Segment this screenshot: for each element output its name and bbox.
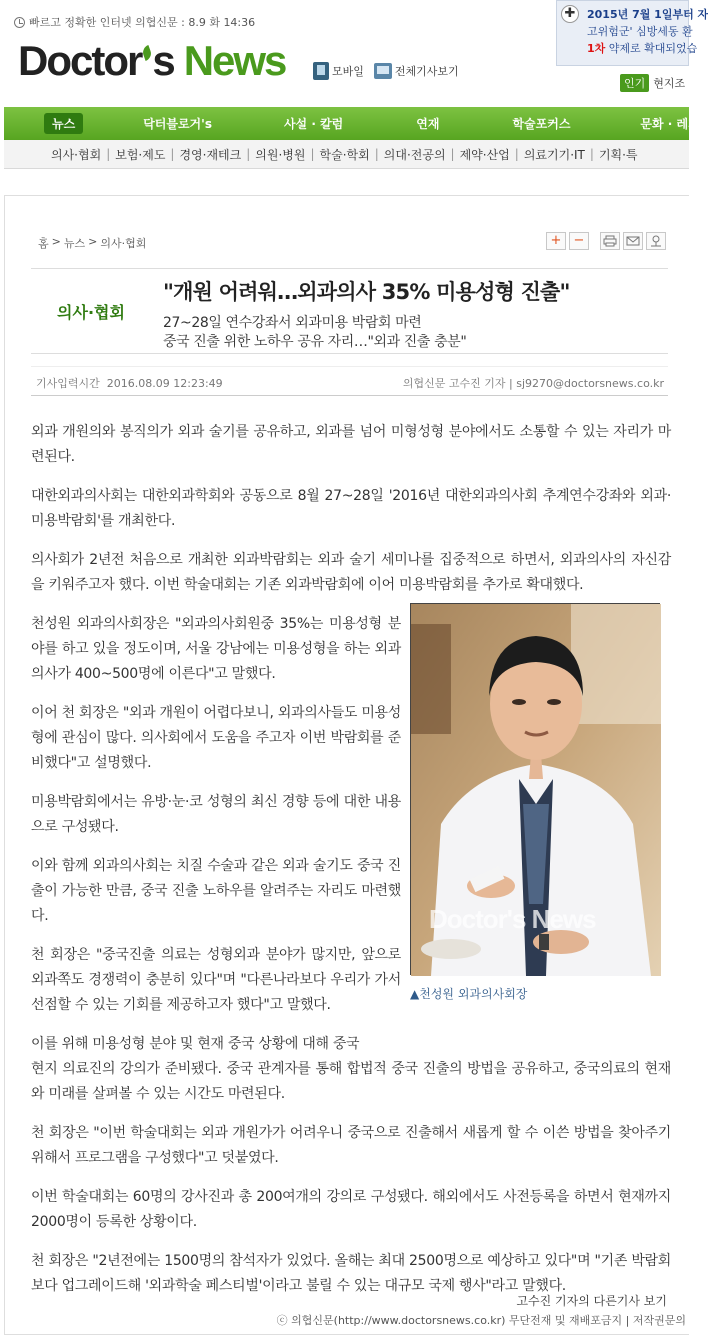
copyright-notice: ⓒ 의협신문(http://www.doctorsnews.co.kr) 무단전재 및 재배포금지 | 저작권문의 bbox=[276, 1314, 686, 1327]
subnav-management[interactable]: 경영·재테크 bbox=[179, 147, 242, 162]
article-subtitle bbox=[163, 314, 466, 352]
subnav-pharma-industry[interactable]: 제약·산업 bbox=[459, 147, 510, 162]
date-label: 기사입력시간 bbox=[36, 377, 100, 390]
popular-text: 현지조 bbox=[653, 77, 686, 90]
share-button[interactable] bbox=[646, 232, 666, 250]
article-title: "개원 어려워…외과의사 35% 미용성형 진출" bbox=[163, 280, 570, 304]
breadcrumb-home[interactable]: 홈 bbox=[38, 237, 49, 250]
tagline-text: 빠르고 정확한 인터넷 의협신문 : 8.9 화 14:36 bbox=[29, 16, 256, 29]
breadcrumb-category[interactable]: 의사·협회 bbox=[100, 237, 147, 250]
banner-line-3-rest: 약제로 확대되었습 bbox=[605, 42, 698, 55]
article-paragraph bbox=[31, 1032, 671, 1107]
nav-editorial[interactable]: 사설 · 칼럼 bbox=[283, 117, 344, 131]
article-paragraph: 천 회장은 "2년전에는 1500명의 참석자가 있었다. 올해는 최대 2500명으로 예상하고 있다"며 "기존 박람회보다 업그레이드해 '외과학술 페스티벌'이라고 불릴 수 있는 대규모 국제 행사"라고 말했다. bbox=[31, 1253, 671, 1294]
article-meta bbox=[31, 366, 668, 396]
subnav-medschool-resident[interactable]: 의대·전공의 bbox=[383, 147, 446, 162]
newspaper-icon bbox=[374, 63, 392, 79]
article-photo[interactable] bbox=[410, 603, 660, 975]
article-date bbox=[36, 375, 223, 391]
logo-text-s: s bbox=[152, 37, 174, 84]
mobile-link[interactable] bbox=[313, 62, 364, 80]
main-nav bbox=[4, 107, 700, 140]
subnav-insurance-policy[interactable]: 보험·제도 bbox=[115, 147, 166, 162]
article-paragraph: 이번 학술대회는 60명의 강사진과 총 200여개의 강의로 구성됐다. 해외에서도 사전등록을 하면서 현재까지 2000명이 등록한 상황이다. bbox=[31, 1189, 671, 1230]
nav-news[interactable]: 뉴스 bbox=[44, 113, 83, 134]
article-paragraph: 외과 개원의와 봉직의가 외과 술기를 공유하고, 외과를 넘어 미형성형 분야에서도 소통할 수 있는 자리가 마련된다. bbox=[31, 424, 671, 465]
breadcrumb bbox=[38, 235, 146, 251]
ad-banner[interactable] bbox=[556, 0, 708, 66]
font-increase-button[interactable]: + bbox=[546, 232, 566, 250]
logo-text-doctor: Doctor bbox=[18, 37, 142, 84]
banner-line-1: 2015년 7월 1일부터 자 bbox=[587, 8, 708, 21]
nav-doctor-blogger[interactable]: 닥터블로거's bbox=[143, 117, 212, 131]
email-button[interactable] bbox=[623, 232, 643, 250]
top-links bbox=[313, 62, 459, 80]
logo-text-news: News bbox=[183, 37, 286, 84]
all-articles-label: 전체기사보기 bbox=[394, 65, 459, 78]
popular-tag: 인기 bbox=[620, 74, 649, 92]
banner-line-3 bbox=[587, 40, 697, 56]
article-paragraph: 천 회장은 "중국진출 의료는 성형외과 분야가 많지만, 앞으로 외과쪽도 경쟁력이 충분히 있다"며 "다른나라보다 우리가 가서 선점할 수 있는 기회를 제공하고자 했다"고 말했다. bbox=[31, 947, 401, 1013]
mobile-label: 모바일 bbox=[332, 65, 364, 78]
breadcrumb-news[interactable]: 뉴스 bbox=[63, 237, 86, 250]
print-button[interactable] bbox=[600, 232, 620, 250]
plus-cross-icon: ✚ bbox=[561, 5, 579, 23]
photo-caption: ▲천성원 외과의사회장 bbox=[410, 987, 528, 1001]
banner-highlight: 1차 bbox=[587, 42, 606, 55]
print-icon bbox=[603, 235, 617, 247]
article-paragraph: 대한외과의사회는 대한외과학회와 공동으로 8월 27~28일 '2016년 대한외과의사회 추계연수강좌와 외과·미용박람회'를 개최한다. bbox=[31, 488, 671, 529]
subtitle-line: 중국 진출 위한 노하우 공유 자리…"외과 진출 충분" bbox=[163, 334, 467, 350]
subnav-special[interactable]: 기획·특 bbox=[598, 147, 638, 162]
paragraph-wrap-rest: 현지 의료진의 강의가 준비됐다. 중국 관계자를 통해 합법적 중국 진출의 방법을 공유하고, 중국의료의 현재와 미래를 살펴볼 수 있는 시간도 마련된다. bbox=[31, 1061, 671, 1102]
article-paragraph: 이어 천 회장은 "외과 개원이 어렵다보니, 외과의사들도 미용성형에 관심이 많다. 의사회에서 도움을 주고자 이번 박람회를 준비했다"고 설명했다. bbox=[31, 705, 401, 771]
subnav-doctor-association[interactable]: 의사·협회 bbox=[51, 147, 102, 162]
breadcrumb-sep: > bbox=[88, 235, 98, 248]
email-icon bbox=[626, 235, 640, 247]
banner-line-2: 고위험군' 심방세동 환 bbox=[587, 25, 693, 38]
article-paragraph: 천성원 외과의사회장은 "외과의사회원중 35%는 미용성형 분야를 하고 있을 정도이며, 서울 강남에는 미용성형을 하는 외과 의사가 400~500명에 이른다"고 말했다. bbox=[31, 616, 401, 682]
article-category: 의사·협회 bbox=[31, 268, 151, 354]
article-tools bbox=[546, 232, 666, 250]
article-byline[interactable]: 의협신문 고수진 기자 | sj9270@doctorsnews.co.kr bbox=[402, 377, 664, 390]
mobile-icon bbox=[313, 62, 329, 80]
font-decrease-button[interactable]: − bbox=[569, 232, 589, 250]
share-icon bbox=[649, 235, 663, 247]
all-articles-link[interactable] bbox=[374, 63, 459, 79]
article-paragraph: 의사회가 2년전 처음으로 개최한 외과박람회는 외과 술기 세미나를 집중적으로 하면서, 외과의사의 자신감을 키워주고자 했다. 이번 학술대회는 기존 외과박람회에 이어 미용박람회를 추가로 확대했다. bbox=[31, 552, 671, 593]
reporter-more-articles-link[interactable]: 고수진 기자의 다른기사 보기 bbox=[516, 1294, 667, 1308]
breadcrumb-sep: > bbox=[51, 235, 61, 248]
article-paragraph: 이와 함께 외과의사회는 치질 수술과 같은 외과 술기도 중국 진출이 가능한 만큼, 중국 진출 노하우를 알려주는 자리도 마련했다. bbox=[31, 858, 401, 924]
clock-icon bbox=[14, 17, 25, 28]
nav-culture-leisure[interactable]: 문화 · 레저 bbox=[640, 117, 700, 131]
sub-nav: 의사·협회 | 보험·제도 | 경영·재테크 | 의원·병원 | 학술·학회 | 의대·전공의 | 제약·산업 | 의료기기·IT | 기획·특 bbox=[4, 140, 689, 169]
nav-series[interactable]: 연재 bbox=[416, 117, 440, 131]
site-tagline bbox=[14, 14, 255, 30]
article-paragraph: 미용박람회에서는 유방·눈·코 성형의 최신 경향 등에 대한 내용으로 구성됐다. bbox=[31, 794, 401, 835]
site-logo[interactable] bbox=[18, 36, 285, 82]
date-value: 2016.08.09 12:23:49 bbox=[106, 377, 223, 390]
nav-academic-focus[interactable]: 학술포커스 bbox=[512, 117, 571, 131]
subtitle-line: 27~28일 연수강좌서 외과미용 박람회 마련 bbox=[163, 315, 422, 331]
article-paragraph: 천 회장은 "이번 학술대회는 외과 개원가가 어려우니 중국으로 진출해서 새롭게 할 수 이쓴 방법을 찾아주기 위해서 프로그램을 구성했다"고 덧붙였다. bbox=[31, 1125, 671, 1166]
subnav-device-it[interactable]: 의료기기·IT bbox=[523, 147, 585, 162]
popular-ticker[interactable] bbox=[620, 74, 685, 92]
photo-watermark: Doctor's News bbox=[429, 904, 596, 934]
subnav-academic[interactable]: 학술·학회 bbox=[319, 147, 370, 162]
paragraph-wrap-start: 이를 위해 미용성형 분야 및 현재 중국 상황에 대해 중국 bbox=[31, 1036, 360, 1052]
subnav-clinic-hospital[interactable]: 의원·병원 bbox=[255, 147, 306, 162]
